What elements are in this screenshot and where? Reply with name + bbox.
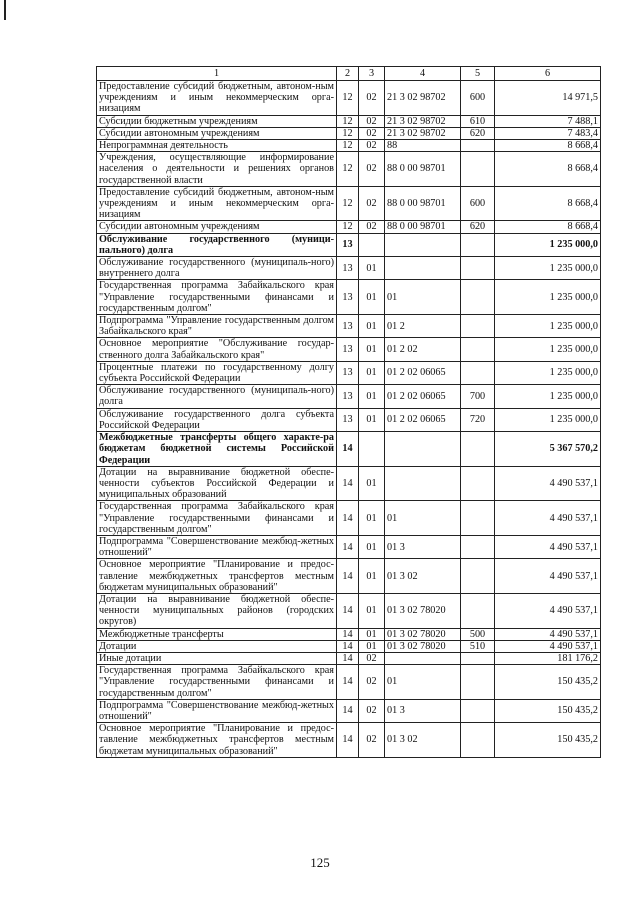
- table-row: [97, 466, 601, 501]
- cell-subsection: 01: [359, 315, 385, 338]
- table-row: [97, 593, 601, 628]
- cell-target-code: 21 3 02 98702: [385, 81, 461, 116]
- cell-expense-type: 620: [461, 221, 495, 233]
- cell-expense-type: [461, 652, 495, 664]
- cell-expense-type: [461, 559, 495, 594]
- table-row: [97, 361, 601, 384]
- cell-target-code: [385, 466, 461, 501]
- cell-section: 14: [337, 640, 359, 652]
- cell-amount: 8 668,4: [495, 140, 601, 152]
- cell-section: 13: [337, 361, 359, 384]
- header-col-6: 6: [495, 67, 601, 81]
- cell-name: Учреждения, осуществляющие информирование населения о деятельности и решениях органов государственной власти: [97, 152, 337, 187]
- cell-name: Государственная программа Забайкальского края "Управление государственными финансами и государственным долгом": [97, 665, 337, 700]
- page-number: 125: [310, 855, 330, 870]
- cell-subsection: 02: [359, 127, 385, 139]
- cell-amount: 4 490 537,1: [495, 466, 601, 501]
- cell-subsection: 01: [359, 501, 385, 536]
- cell-name: Обслуживание государственного (муниципаль-ного) долга: [97, 385, 337, 408]
- cell-section: 13: [337, 233, 359, 256]
- cell-amount: 181 176,2: [495, 652, 601, 664]
- cell-amount: 1 235 000,0: [495, 280, 601, 315]
- cell-name: Основное мероприятие "Планирование и предос-тавление межбюджетных трансфертов местным бюджетам муниципальных образований": [97, 559, 337, 594]
- cell-section: 14: [337, 628, 359, 640]
- table-row: [97, 140, 601, 152]
- cell-expense-type: 510: [461, 640, 495, 652]
- table-row: [97, 186, 601, 221]
- table-row: [97, 699, 601, 722]
- cell-target-code: 01 3 02 78020: [385, 593, 461, 628]
- page-corner-mark: [4, 0, 6, 20]
- cell-expense-type: [461, 665, 495, 700]
- cell-expense-type: 500: [461, 628, 495, 640]
- cell-expense-type: [461, 535, 495, 558]
- cell-name: Обслуживание государственного (муниципаль-ного) внутреннего долга: [97, 257, 337, 280]
- cell-amount: 1 235 000,0: [495, 338, 601, 361]
- cell-target-code: 01 2 02 06065: [385, 385, 461, 408]
- cell-expense-type: [461, 723, 495, 758]
- cell-name: Предоставление субсидий бюджетным, автоном-ным учреждениям и иным некоммерческим орга-низациям: [97, 81, 337, 116]
- cell-expense-type: [461, 338, 495, 361]
- cell-subsection: 01: [359, 535, 385, 558]
- table-row: [97, 559, 601, 594]
- cell-name: Непрограммная деятельность: [97, 140, 337, 152]
- cell-expense-type: 600: [461, 186, 495, 221]
- cell-amount: 1 235 000,0: [495, 361, 601, 384]
- cell-target-code: 88 0 00 98701: [385, 186, 461, 221]
- cell-amount: 4 490 537,1: [495, 640, 601, 652]
- cell-subsection: 01: [359, 385, 385, 408]
- cell-section: 14: [337, 652, 359, 664]
- table-row: [97, 152, 601, 187]
- cell-expense-type: [461, 432, 495, 467]
- table-body: [97, 81, 601, 758]
- cell-target-code: 21 3 02 98702: [385, 115, 461, 127]
- cell-name: Предоставление субсидий бюджетным, автоном-ным учреждениям и иным некоммерческим орга-низациям: [97, 186, 337, 221]
- cell-name: Подпрограмма "Совершенствование межбюд-жетных отношений": [97, 535, 337, 558]
- header-row: [97, 67, 601, 81]
- cell-amount: 4 490 537,1: [495, 593, 601, 628]
- cell-section: 13: [337, 257, 359, 280]
- table-row: [97, 535, 601, 558]
- cell-subsection: 02: [359, 665, 385, 700]
- cell-section: 14: [337, 723, 359, 758]
- cell-section: 14: [337, 432, 359, 467]
- cell-subsection: 01: [359, 280, 385, 315]
- cell-amount: 4 490 537,1: [495, 559, 601, 594]
- cell-subsection: 01: [359, 559, 385, 594]
- table-row: [97, 640, 601, 652]
- cell-section: 14: [337, 593, 359, 628]
- cell-name: Субсидии автономным учреждениям: [97, 127, 337, 139]
- cell-target-code: [385, 652, 461, 664]
- cell-amount: 150 435,2: [495, 723, 601, 758]
- cell-name: Процентные платежи по государственному долгу субъекта Российской Федерации: [97, 361, 337, 384]
- cell-name: Дотации на выравнивание бюджетной обеспе-ченности субъектов Российской Федерации и муниципальных образований: [97, 466, 337, 501]
- cell-subsection: 02: [359, 152, 385, 187]
- header-col-4: 4: [385, 67, 461, 81]
- cell-subsection: 02: [359, 115, 385, 127]
- cell-subsection: 02: [359, 81, 385, 116]
- cell-name: Государственная программа Забайкальского края "Управление государственными финансами и государственным долгом": [97, 280, 337, 315]
- cell-amount: 8 668,4: [495, 221, 601, 233]
- cell-expense-type: [461, 280, 495, 315]
- cell-subsection: 01: [359, 628, 385, 640]
- header-col-5: 5: [461, 67, 495, 81]
- cell-expense-type: 620: [461, 127, 495, 139]
- cell-name: Подпрограмма "Совершенствование межбюд-жетных отношений": [97, 699, 337, 722]
- cell-section: 13: [337, 408, 359, 431]
- cell-section: 12: [337, 127, 359, 139]
- cell-target-code: 01 2 02 06065: [385, 361, 461, 384]
- cell-section: 14: [337, 535, 359, 558]
- cell-target-code: 01 3 02 78020: [385, 640, 461, 652]
- cell-amount: 150 435,2: [495, 699, 601, 722]
- budget-table: [96, 66, 601, 758]
- cell-subsection: 02: [359, 723, 385, 758]
- cell-subsection: 01: [359, 466, 385, 501]
- cell-subsection: 01: [359, 640, 385, 652]
- cell-section: 13: [337, 280, 359, 315]
- cell-section: 14: [337, 466, 359, 501]
- cell-target-code: 01 3: [385, 699, 461, 722]
- cell-expense-type: [461, 233, 495, 256]
- header-col-3: 3: [359, 67, 385, 81]
- cell-name: Дотации: [97, 640, 337, 652]
- cell-amount: 150 435,2: [495, 665, 601, 700]
- cell-target-code: 01 2: [385, 315, 461, 338]
- cell-section: 12: [337, 152, 359, 187]
- table-row: [97, 723, 601, 758]
- cell-subsection: 02: [359, 186, 385, 221]
- cell-expense-type: 610: [461, 115, 495, 127]
- cell-amount: 4 490 537,1: [495, 628, 601, 640]
- cell-amount: 4 490 537,1: [495, 501, 601, 536]
- cell-subsection: 02: [359, 652, 385, 664]
- cell-subsection: 02: [359, 140, 385, 152]
- cell-amount: 1 235 000,0: [495, 408, 601, 431]
- cell-name: Обслуживание государственного (муници-пального) долга: [97, 233, 337, 256]
- cell-subsection: 02: [359, 221, 385, 233]
- cell-expense-type: [461, 593, 495, 628]
- table-row: [97, 408, 601, 431]
- cell-expense-type: [461, 315, 495, 338]
- cell-target-code: 01 3 02: [385, 559, 461, 594]
- cell-subsection: 02: [359, 699, 385, 722]
- cell-amount: 4 490 537,1: [495, 535, 601, 558]
- cell-target-code: 01: [385, 665, 461, 700]
- cell-subsection: 01: [359, 593, 385, 628]
- table-row: [97, 81, 601, 116]
- cell-name: Обслуживание государственного долга субъекта Российской Федерации: [97, 408, 337, 431]
- cell-section: 12: [337, 115, 359, 127]
- cell-amount: 5 367 570,2: [495, 432, 601, 467]
- cell-amount: 8 668,4: [495, 186, 601, 221]
- cell-target-code: [385, 257, 461, 280]
- cell-expense-type: [461, 466, 495, 501]
- cell-amount: 1 235 000,0: [495, 233, 601, 256]
- cell-name: Государственная программа Забайкальского края "Управление государственными финансами и государственным долгом": [97, 501, 337, 536]
- cell-target-code: 21 3 02 98702: [385, 127, 461, 139]
- cell-target-code: 01 3 02: [385, 723, 461, 758]
- cell-section: 12: [337, 81, 359, 116]
- table-row: [97, 280, 601, 315]
- cell-target-code: 01: [385, 501, 461, 536]
- cell-expense-type: [461, 361, 495, 384]
- cell-section: 14: [337, 699, 359, 722]
- cell-expense-type: [461, 140, 495, 152]
- cell-expense-type: [461, 501, 495, 536]
- cell-amount: 1 235 000,0: [495, 257, 601, 280]
- cell-target-code: 01 2 02 06065: [385, 408, 461, 431]
- cell-expense-type: [461, 152, 495, 187]
- cell-section: 13: [337, 385, 359, 408]
- cell-section: 13: [337, 315, 359, 338]
- cell-amount: 14 971,5: [495, 81, 601, 116]
- cell-section: 14: [337, 501, 359, 536]
- cell-subsection: [359, 233, 385, 256]
- cell-subsection: 01: [359, 361, 385, 384]
- cell-name: Основное мероприятие "Обслуживание государ-ственного долга Забайкальского края": [97, 338, 337, 361]
- cell-expense-type: 720: [461, 408, 495, 431]
- cell-target-code: 01: [385, 280, 461, 315]
- table-row: [97, 315, 601, 338]
- cell-subsection: [359, 432, 385, 467]
- header-col-2: 2: [337, 67, 359, 81]
- cell-target-code: 88 0 00 98701: [385, 221, 461, 233]
- table-row: [97, 652, 601, 664]
- cell-target-code: 01 3 02 78020: [385, 628, 461, 640]
- table-row: [97, 221, 601, 233]
- cell-section: 12: [337, 186, 359, 221]
- cell-expense-type: [461, 699, 495, 722]
- table-row: [97, 257, 601, 280]
- cell-section: 14: [337, 559, 359, 594]
- table-row: [97, 432, 601, 467]
- cell-section: 12: [337, 140, 359, 152]
- table-row: [97, 115, 601, 127]
- cell-name: Межбюджетные трансферты: [97, 628, 337, 640]
- cell-expense-type: [461, 257, 495, 280]
- cell-expense-type: 700: [461, 385, 495, 408]
- cell-target-code: 88 0 00 98701: [385, 152, 461, 187]
- table-row: [97, 501, 601, 536]
- cell-name: Дотации на выравнивание бюджетной обеспе-ченности муниципальных районов (городских округов): [97, 593, 337, 628]
- table-row: [97, 233, 601, 256]
- cell-amount: 1 235 000,0: [495, 315, 601, 338]
- cell-name: Основное мероприятие "Планирование и предос-тавление межбюджетных трансфертов местным бюджетам муниципальных образований": [97, 723, 337, 758]
- cell-amount: 7 488,1: [495, 115, 601, 127]
- header-col-1: 1: [97, 67, 337, 81]
- table-row: [97, 127, 601, 139]
- cell-name: Иные дотации: [97, 652, 337, 664]
- cell-target-code: 88: [385, 140, 461, 152]
- cell-section: 12: [337, 221, 359, 233]
- table-row: [97, 665, 601, 700]
- cell-name: Субсидии бюджетным учреждениям: [97, 115, 337, 127]
- cell-target-code: 01 2 02: [385, 338, 461, 361]
- cell-target-code: 01 3: [385, 535, 461, 558]
- table-row: [97, 385, 601, 408]
- cell-expense-type: 600: [461, 81, 495, 116]
- cell-amount: 8 668,4: [495, 152, 601, 187]
- cell-subsection: 01: [359, 257, 385, 280]
- cell-subsection: 01: [359, 338, 385, 361]
- cell-amount: 1 235 000,0: [495, 385, 601, 408]
- cell-amount: 7 483,4: [495, 127, 601, 139]
- cell-name: Межбюджетные трансферты общего характе-ра бюджетам бюджетной системы Российской Федерации: [97, 432, 337, 467]
- table-row: [97, 628, 601, 640]
- table-row: [97, 338, 601, 361]
- cell-name: Субсидии автономным учреждениям: [97, 221, 337, 233]
- cell-name: Подпрограмма "Управление государственным долгом Забайкальского края": [97, 315, 337, 338]
- cell-subsection: 01: [359, 408, 385, 431]
- cell-section: 14: [337, 665, 359, 700]
- cell-section: 13: [337, 338, 359, 361]
- cell-target-code: [385, 432, 461, 467]
- cell-target-code: [385, 233, 461, 256]
